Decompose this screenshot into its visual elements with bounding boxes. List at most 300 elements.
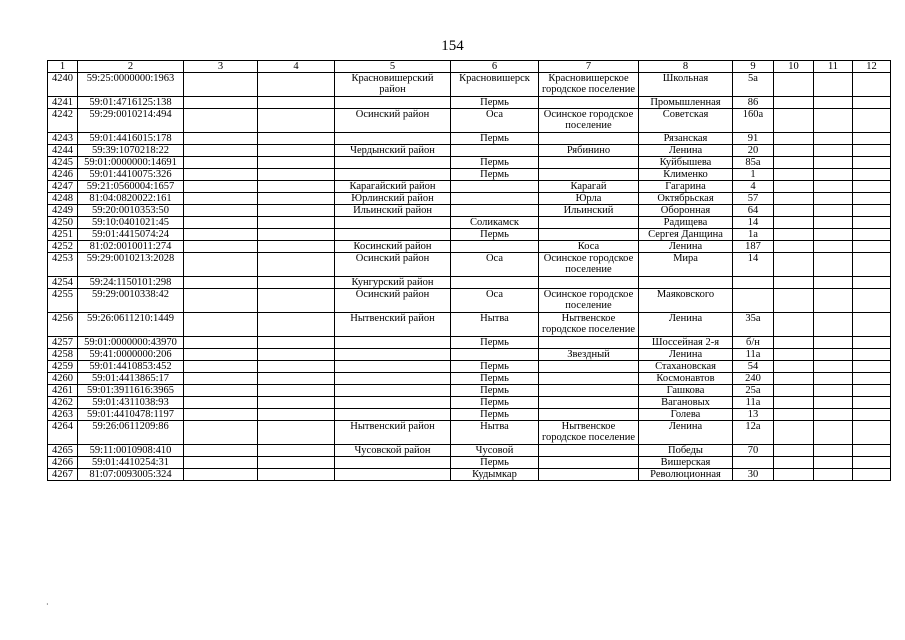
table-cell [258,349,335,361]
table-cell: 59:29:0010214:494 [78,109,184,133]
table-cell [184,229,258,241]
table-cell [853,385,891,397]
table-cell [184,397,258,409]
table-cell [539,385,639,397]
table-cell: Сергея Данщина [639,229,733,241]
table-cell [774,409,814,421]
table-cell [853,313,891,337]
table-cell [814,157,853,169]
table-cell: Пермь [451,409,539,421]
table-cell [451,349,539,361]
column-header: 10 [774,61,814,73]
table-cell [184,217,258,229]
table-cell [335,229,451,241]
table-cell [184,349,258,361]
table-cell: Ленина [639,241,733,253]
table-cell [774,457,814,469]
table-cell [774,133,814,145]
table-cell: 4255 [48,289,78,313]
table-cell [184,157,258,169]
table-cell: Кунгурский район [335,277,451,289]
column-header: 1 [48,61,78,73]
table-cell: Пермь [451,169,539,181]
table-cell [184,133,258,145]
table-row [48,349,891,361]
table-cell [258,157,335,169]
table-cell [814,133,853,145]
table-cell [335,373,451,385]
table-cell [184,109,258,133]
table-cell: Маяковского [639,289,733,313]
table-cell: 59:01:0000000:14691 [78,157,184,169]
table-cell [814,229,853,241]
table-cell: 59:01:4311038:93 [78,397,184,409]
table-cell: Соликамск [451,217,539,229]
table-cell: 13 [733,409,774,421]
column-header: 11 [814,61,853,73]
table-cell: Пермь [451,457,539,469]
table-cell: Нытвенский район [335,313,451,337]
table-cell: 70 [733,445,774,457]
table-cell [258,361,335,373]
table-cell [774,313,814,337]
table-cell [184,385,258,397]
table-cell [258,193,335,205]
table-cell: 59:01:4413865:17 [78,373,184,385]
table-row [48,385,891,397]
table-cell: Ленина [639,313,733,337]
table-cell: Школьная [639,73,733,97]
table-row [48,193,891,205]
table-cell [184,181,258,193]
table-cell [814,397,853,409]
table-cell: 30 [733,469,774,481]
table-cell: Осинское городское поселение [539,289,639,313]
table-cell [184,241,258,253]
table-cell: 59:41:0000000:206 [78,349,184,361]
table-cell [814,181,853,193]
table-cell [774,289,814,313]
table-cell [184,373,258,385]
table-cell [184,205,258,217]
table-cell: Ленина [639,349,733,361]
table-cell: Красновишерск [451,73,539,97]
table-cell: Карагайский район [335,181,451,193]
table-cell [451,145,539,157]
table-cell [258,253,335,277]
table-cell [258,205,335,217]
table-cell: Красновишерское городское поселение [539,73,639,97]
column-header: 8 [639,61,733,73]
page-number: 154 [441,38,464,54]
table-cell [814,349,853,361]
table-cell [853,145,891,157]
table-cell: 4266 [48,457,78,469]
table-cell [853,73,891,97]
table-cell [335,217,451,229]
table-cell: 4245 [48,157,78,169]
table-cell: Осинский район [335,253,451,277]
table-cell [774,385,814,397]
scan-mark: · [46,600,49,609]
table-cell: 4241 [48,97,78,109]
table-cell [258,181,335,193]
table-cell [335,349,451,361]
table-cell: 59:10:0401021:45 [78,217,184,229]
table-cell [258,445,335,457]
table-cell [814,373,853,385]
table-row [48,133,891,145]
table-cell: Нытва [451,313,539,337]
table-cell [184,421,258,445]
table-cell [814,385,853,397]
table-cell: 81:07:0093005:324 [78,469,184,481]
table-cell: 91 [733,133,774,145]
table-cell [814,313,853,337]
table-cell: Пермь [451,337,539,349]
table-cell [258,217,335,229]
table-cell [814,445,853,457]
column-header: 3 [184,61,258,73]
table-cell: Рязанская [639,133,733,145]
table-cell: Ленина [639,145,733,157]
table-cell [184,277,258,289]
table-cell [539,445,639,457]
table-cell [774,229,814,241]
table-cell: 4252 [48,241,78,253]
table-cell: 4240 [48,73,78,97]
table-cell [733,277,774,289]
table-cell [814,421,853,445]
table-cell [184,337,258,349]
table-row [48,73,891,97]
table-cell [853,217,891,229]
table-cell [335,337,451,349]
table-cell: Космонавтов [639,373,733,385]
table-cell: Пермь [451,361,539,373]
table-cell: 4248 [48,193,78,205]
table-cell [814,457,853,469]
table-cell [774,97,814,109]
table-cell [774,445,814,457]
table-cell [814,73,853,97]
table-cell [853,193,891,205]
table-cell: 59:20:0010353:50 [78,205,184,217]
table-cell [335,133,451,145]
table-cell [774,241,814,253]
table-cell [814,109,853,133]
table-cell [258,145,335,157]
table-cell: Оса [451,109,539,133]
table-cell [774,181,814,193]
table-row [48,421,891,445]
table-cell [853,205,891,217]
table-cell [853,277,891,289]
table-cell [853,349,891,361]
table-cell [258,397,335,409]
table-row [48,145,891,157]
table-cell: 59:11:0010908:410 [78,445,184,457]
table-cell [853,109,891,133]
table-cell: 240 [733,373,774,385]
table-cell [853,457,891,469]
table-cell: 59:01:4410853:452 [78,361,184,373]
table-cell [853,445,891,457]
table-row [48,469,891,481]
table-cell [774,361,814,373]
table-cell: Нытвенский район [335,421,451,445]
table-row [48,289,891,313]
table-cell [451,241,539,253]
table-cell [853,169,891,181]
table-cell: 4253 [48,253,78,277]
table-cell [184,289,258,313]
table-row [48,109,891,133]
table-cell: 12а [733,421,774,445]
table-cell [335,409,451,421]
table-cell: 59:01:3911616:3965 [78,385,184,397]
table-cell [774,205,814,217]
table-cell [258,73,335,97]
table-cell [814,205,853,217]
table-cell: 59:29:0010213:2028 [78,253,184,277]
table-cell [774,421,814,445]
table-cell: Радищева [639,217,733,229]
table-cell [853,133,891,145]
table-cell [184,409,258,421]
table-cell [774,73,814,97]
table-cell [853,229,891,241]
table-row [48,337,891,349]
table-cell: Осинское городское поселение [539,253,639,277]
table-cell [258,229,335,241]
table-cell: Вагановых [639,397,733,409]
table-cell: Кудымкар [451,469,539,481]
table-cell [184,457,258,469]
table-cell [853,373,891,385]
table-cell: 35а [733,313,774,337]
table-cell: Звездный [539,349,639,361]
table-cell: Нытва [451,421,539,445]
table-cell: Чусовской район [335,445,451,457]
table-cell: Октябрьская [639,193,733,205]
table-cell [184,469,258,481]
table-cell: 4265 [48,445,78,457]
table-cell [258,277,335,289]
table-cell [539,397,639,409]
table-cell [774,469,814,481]
table-row [48,361,891,373]
table-cell: 4250 [48,217,78,229]
table-cell [258,289,335,313]
header-row [48,61,891,73]
table-cell: Нытвенское городское поселение [539,421,639,445]
table-row [48,445,891,457]
table-cell: Куйбышева [639,157,733,169]
table-cell [853,421,891,445]
table-cell: 4257 [48,337,78,349]
table-cell: 59:01:4410254:31 [78,457,184,469]
table-cell: Чердынский район [335,145,451,157]
table-cell [853,469,891,481]
registry-table [47,60,891,481]
table-cell: 4258 [48,349,78,361]
table-cell [451,205,539,217]
table-cell: Юрла [539,193,639,205]
table-cell [774,157,814,169]
table-cell [853,157,891,169]
table-cell: Гашкова [639,385,733,397]
table-cell: Пермь [451,97,539,109]
table-cell [335,457,451,469]
table-cell: 59:29:0010338:42 [78,289,184,313]
table-cell [774,337,814,349]
table-cell [774,193,814,205]
table-row [48,169,891,181]
table-cell: Победы [639,445,733,457]
table-cell: 4246 [48,169,78,181]
table-cell [539,229,639,241]
table-cell [853,181,891,193]
table-cell [814,361,853,373]
table-cell [258,409,335,421]
table-cell: Ильинский район [335,205,451,217]
table-cell [774,253,814,277]
table-cell: 4259 [48,361,78,373]
table-cell: 59:01:4410075:326 [78,169,184,181]
table-cell [184,445,258,457]
column-header: 5 [335,61,451,73]
table-cell: 4249 [48,205,78,217]
table-cell: Пермь [451,397,539,409]
table-cell: 59:25:0000000:1963 [78,73,184,97]
table-cell: 4264 [48,421,78,445]
table-cell: 20 [733,145,774,157]
table-cell: 4263 [48,409,78,421]
table-cell [184,313,258,337]
table-cell: 4261 [48,385,78,397]
table-cell [539,169,639,181]
table-cell: Оса [451,289,539,313]
table-cell [814,145,853,157]
table-cell: 59:24:1150101:298 [78,277,184,289]
table-cell [335,97,451,109]
table-cell [184,73,258,97]
table-row [48,397,891,409]
table-cell: Коса [539,241,639,253]
table-cell: 59:21:0560004:1657 [78,181,184,193]
table-cell: Рябинино [539,145,639,157]
table-cell: 64 [733,205,774,217]
column-header: 9 [733,61,774,73]
table-cell [814,253,853,277]
table-cell [539,361,639,373]
table-cell [335,385,451,397]
table-cell: Чусовой [451,445,539,457]
table-cell: 4251 [48,229,78,241]
table-cell: 85а [733,157,774,169]
table-cell [539,337,639,349]
table-cell [258,421,335,445]
table-cell: Пермь [451,385,539,397]
table-cell [335,361,451,373]
table-cell [733,289,774,313]
table-cell: Осинский район [335,289,451,313]
table-cell [258,469,335,481]
table-cell: 4262 [48,397,78,409]
table-cell: 59:01:4716125:138 [78,97,184,109]
table-cell [184,253,258,277]
table-cell [814,217,853,229]
table-cell: Красновишерский район [335,73,451,97]
table-cell [258,457,335,469]
table-cell [184,193,258,205]
table-cell [539,469,639,481]
table-cell [258,313,335,337]
table-cell: Осинское городское поселение [539,109,639,133]
table-cell [853,337,891,349]
table-cell: Пермь [451,133,539,145]
table-cell: Стахановская [639,361,733,373]
table-cell [814,409,853,421]
table-cell [814,193,853,205]
table-cell: Вишерская [639,457,733,469]
table-cell [258,241,335,253]
table-cell: 25а [733,385,774,397]
table-cell: 4256 [48,313,78,337]
table-cell [814,337,853,349]
table-cell [774,373,814,385]
table-cell [774,169,814,181]
table-cell: 4247 [48,181,78,193]
table-cell: 4243 [48,133,78,145]
table-cell: 14 [733,217,774,229]
table-cell: Шоссейная 2-я [639,337,733,349]
table-cell: Пермь [451,373,539,385]
table-cell: Промышленная [639,97,733,109]
table-row [48,229,891,241]
table-cell: Советская [639,109,733,133]
table-row [48,253,891,277]
table-cell [258,373,335,385]
table-cell: Нытвенское городское поселение [539,313,639,337]
table-cell: 57 [733,193,774,205]
table-cell [539,457,639,469]
table-cell: 59:26:0611209:86 [78,421,184,445]
table-cell [733,457,774,469]
table-cell: 59:01:0000000:43970 [78,337,184,349]
table-cell: 4244 [48,145,78,157]
table-cell: Революционная [639,469,733,481]
table-cell: б/н [733,337,774,349]
table-cell: 81:04:0820022:161 [78,193,184,205]
table-cell [814,277,853,289]
table-cell: 59:01:4415074:24 [78,229,184,241]
table-row [48,97,891,109]
table-cell [451,277,539,289]
table-cell [774,277,814,289]
table-cell: Пермь [451,157,539,169]
table-row [48,373,891,385]
table-row [48,277,891,289]
table-cell [451,193,539,205]
table-cell [184,145,258,157]
table-cell: Оборонная [639,205,733,217]
table-cell [335,469,451,481]
table-row [48,241,891,253]
table-row [48,181,891,193]
table-cell: 187 [733,241,774,253]
